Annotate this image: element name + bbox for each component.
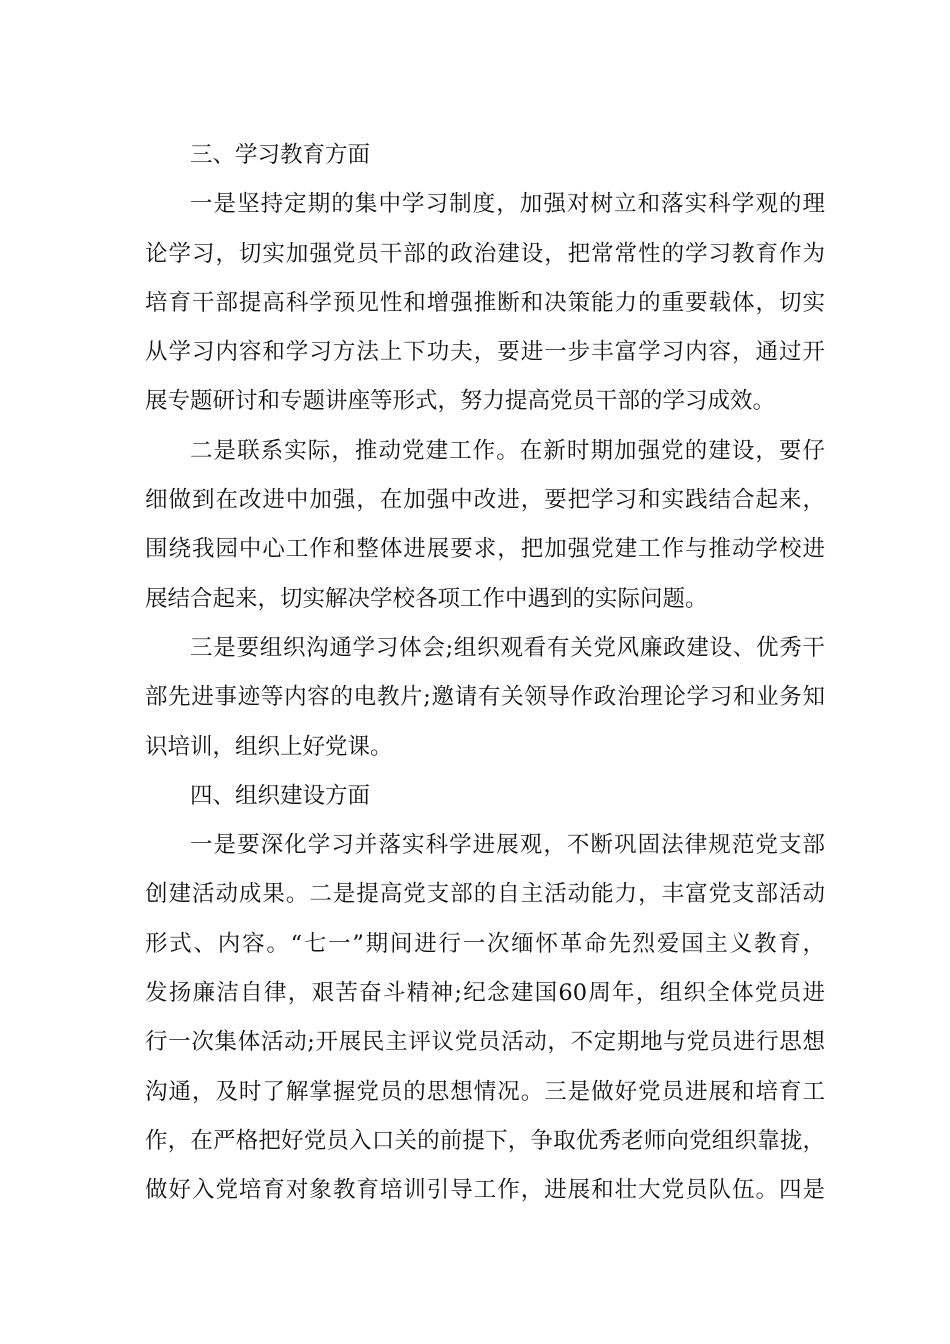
- text-line: 展结合起来，切实解决学校各项工作中遇到的实际问题。: [145, 585, 708, 612]
- text-line: 培育干部提高科学预见性和增强推断和决策能力的重要载体，切实: [145, 289, 825, 316]
- text-line: 三是要组织沟通学习体会;组织观看有关党风廉政建设、优秀干: [190, 634, 825, 661]
- text-line: 一是坚持定期的集中学习制度，加强对树立和落实科学观的理: [190, 191, 825, 218]
- text-line: 行一次集体活动;开展民主评议党员活动，不定期地与党员进行思想: [145, 1029, 825, 1056]
- text-line: 三、学习教育方面: [190, 142, 371, 168]
- text-line: 展专题研讨和专题讲座等形式，努力提高党员干部的学习成效。: [145, 388, 776, 415]
- text-line: 从学习内容和学习方法上下功夫，要进一步丰富学习内容，通过开: [145, 339, 825, 366]
- document-body: [145, 131, 825, 1216]
- text-line: 做好入党培育对象教育培训引导工作，进展和壮大党员队伍。四是: [145, 1177, 825, 1204]
- text-line: 论学习，切实加强党员干部的政治建设，把常常性的学习教育作为: [145, 240, 825, 267]
- text-line: 沟通，及时了解掌握党员的思想情况。三是做好党员进展和培育工: [145, 1078, 825, 1105]
- text-line: 作，在严格把好党员入口关的前提下，争取优秀老师向党组织靠拢，: [145, 1127, 825, 1154]
- text-line: 四、组织建设方面: [190, 782, 371, 809]
- text-line: 细做到在改进中加强，在加强中改进，要把学习和实践结合起来，: [145, 487, 825, 514]
- text-line: 一是要深化学习并落实科学进展观，不断巩固法律规范党支部: [190, 832, 825, 859]
- text-line: 围绕我园中心工作和整体进展要求，把加强党建工作与推动学校进: [145, 536, 825, 563]
- text-line: 发扬廉洁自律，艰苦奋斗精神;纪念建国60周年，组织全体党员进: [145, 980, 825, 1007]
- text-line: 部先进事迹等内容的电教片;邀请有关领导作政治理论学习和业务知: [145, 684, 825, 711]
- text-line: 创建活动成果。二是提高党支部的自主活动能力，丰富党支部活动: [145, 881, 825, 908]
- text-line: 二是联系实际，推动党建工作。在新时期加强党的建设，要仔: [190, 437, 825, 464]
- text-line: 形式、内容。“七一”期间进行一次缅怀革命先烈爱国主义教育，: [145, 930, 825, 957]
- text-line: 识培训，组织上好党课。: [145, 733, 393, 760]
